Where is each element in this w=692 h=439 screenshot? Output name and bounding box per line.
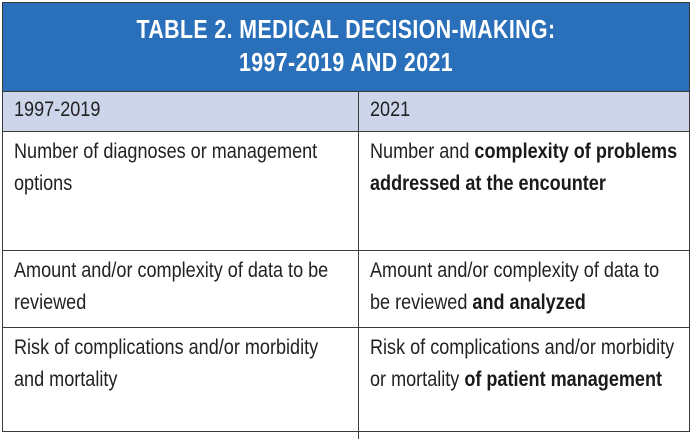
cell-text-plain: Amount and/or complexity of data to be reviewed xyxy=(370,259,659,314)
table-title-line-2: 1997-2019 AND 2021 xyxy=(65,46,628,79)
cell-old xyxy=(3,328,358,439)
cell-text: Amount and/or complexity of data to be reviewed xyxy=(14,255,349,319)
cell-text-wrapper xyxy=(370,136,681,200)
cell-new xyxy=(358,132,689,251)
header-cell-1997-2019 xyxy=(3,92,358,132)
header-label: 1997-2019 xyxy=(14,94,349,126)
comparison-table xyxy=(3,91,689,439)
cell-new xyxy=(358,328,689,439)
cell-text: Risk of complications and/or morbidity and mortality xyxy=(14,332,349,396)
table-header-row xyxy=(3,92,689,132)
cell-text: Number of diagnoses or management options xyxy=(14,136,349,200)
cell-old xyxy=(3,132,358,251)
table-row xyxy=(3,132,689,251)
cell-new xyxy=(358,251,689,328)
cell-text-plain: Risk of complications and/or morbidity or mortality xyxy=(370,336,674,391)
header-cell-2021 xyxy=(358,92,689,132)
table-title-line-1: TABLE 2. MEDICAL DECISION-MAKING: xyxy=(65,13,628,46)
cell-text-bold: of patient management xyxy=(464,368,662,391)
cell-text-wrapper xyxy=(370,255,681,319)
table-row xyxy=(3,328,689,439)
cell-text-wrapper xyxy=(370,332,681,396)
cell-text-bold: and analyzed xyxy=(472,291,585,314)
table-title xyxy=(3,3,689,91)
table-container xyxy=(2,2,690,432)
cell-old xyxy=(3,251,358,328)
cell-text-plain: Number and xyxy=(370,140,474,163)
header-label: 2021 xyxy=(370,94,681,126)
cell-text-bold: complexity of problems addressed at the encounter xyxy=(370,140,677,195)
table-row xyxy=(3,251,689,328)
